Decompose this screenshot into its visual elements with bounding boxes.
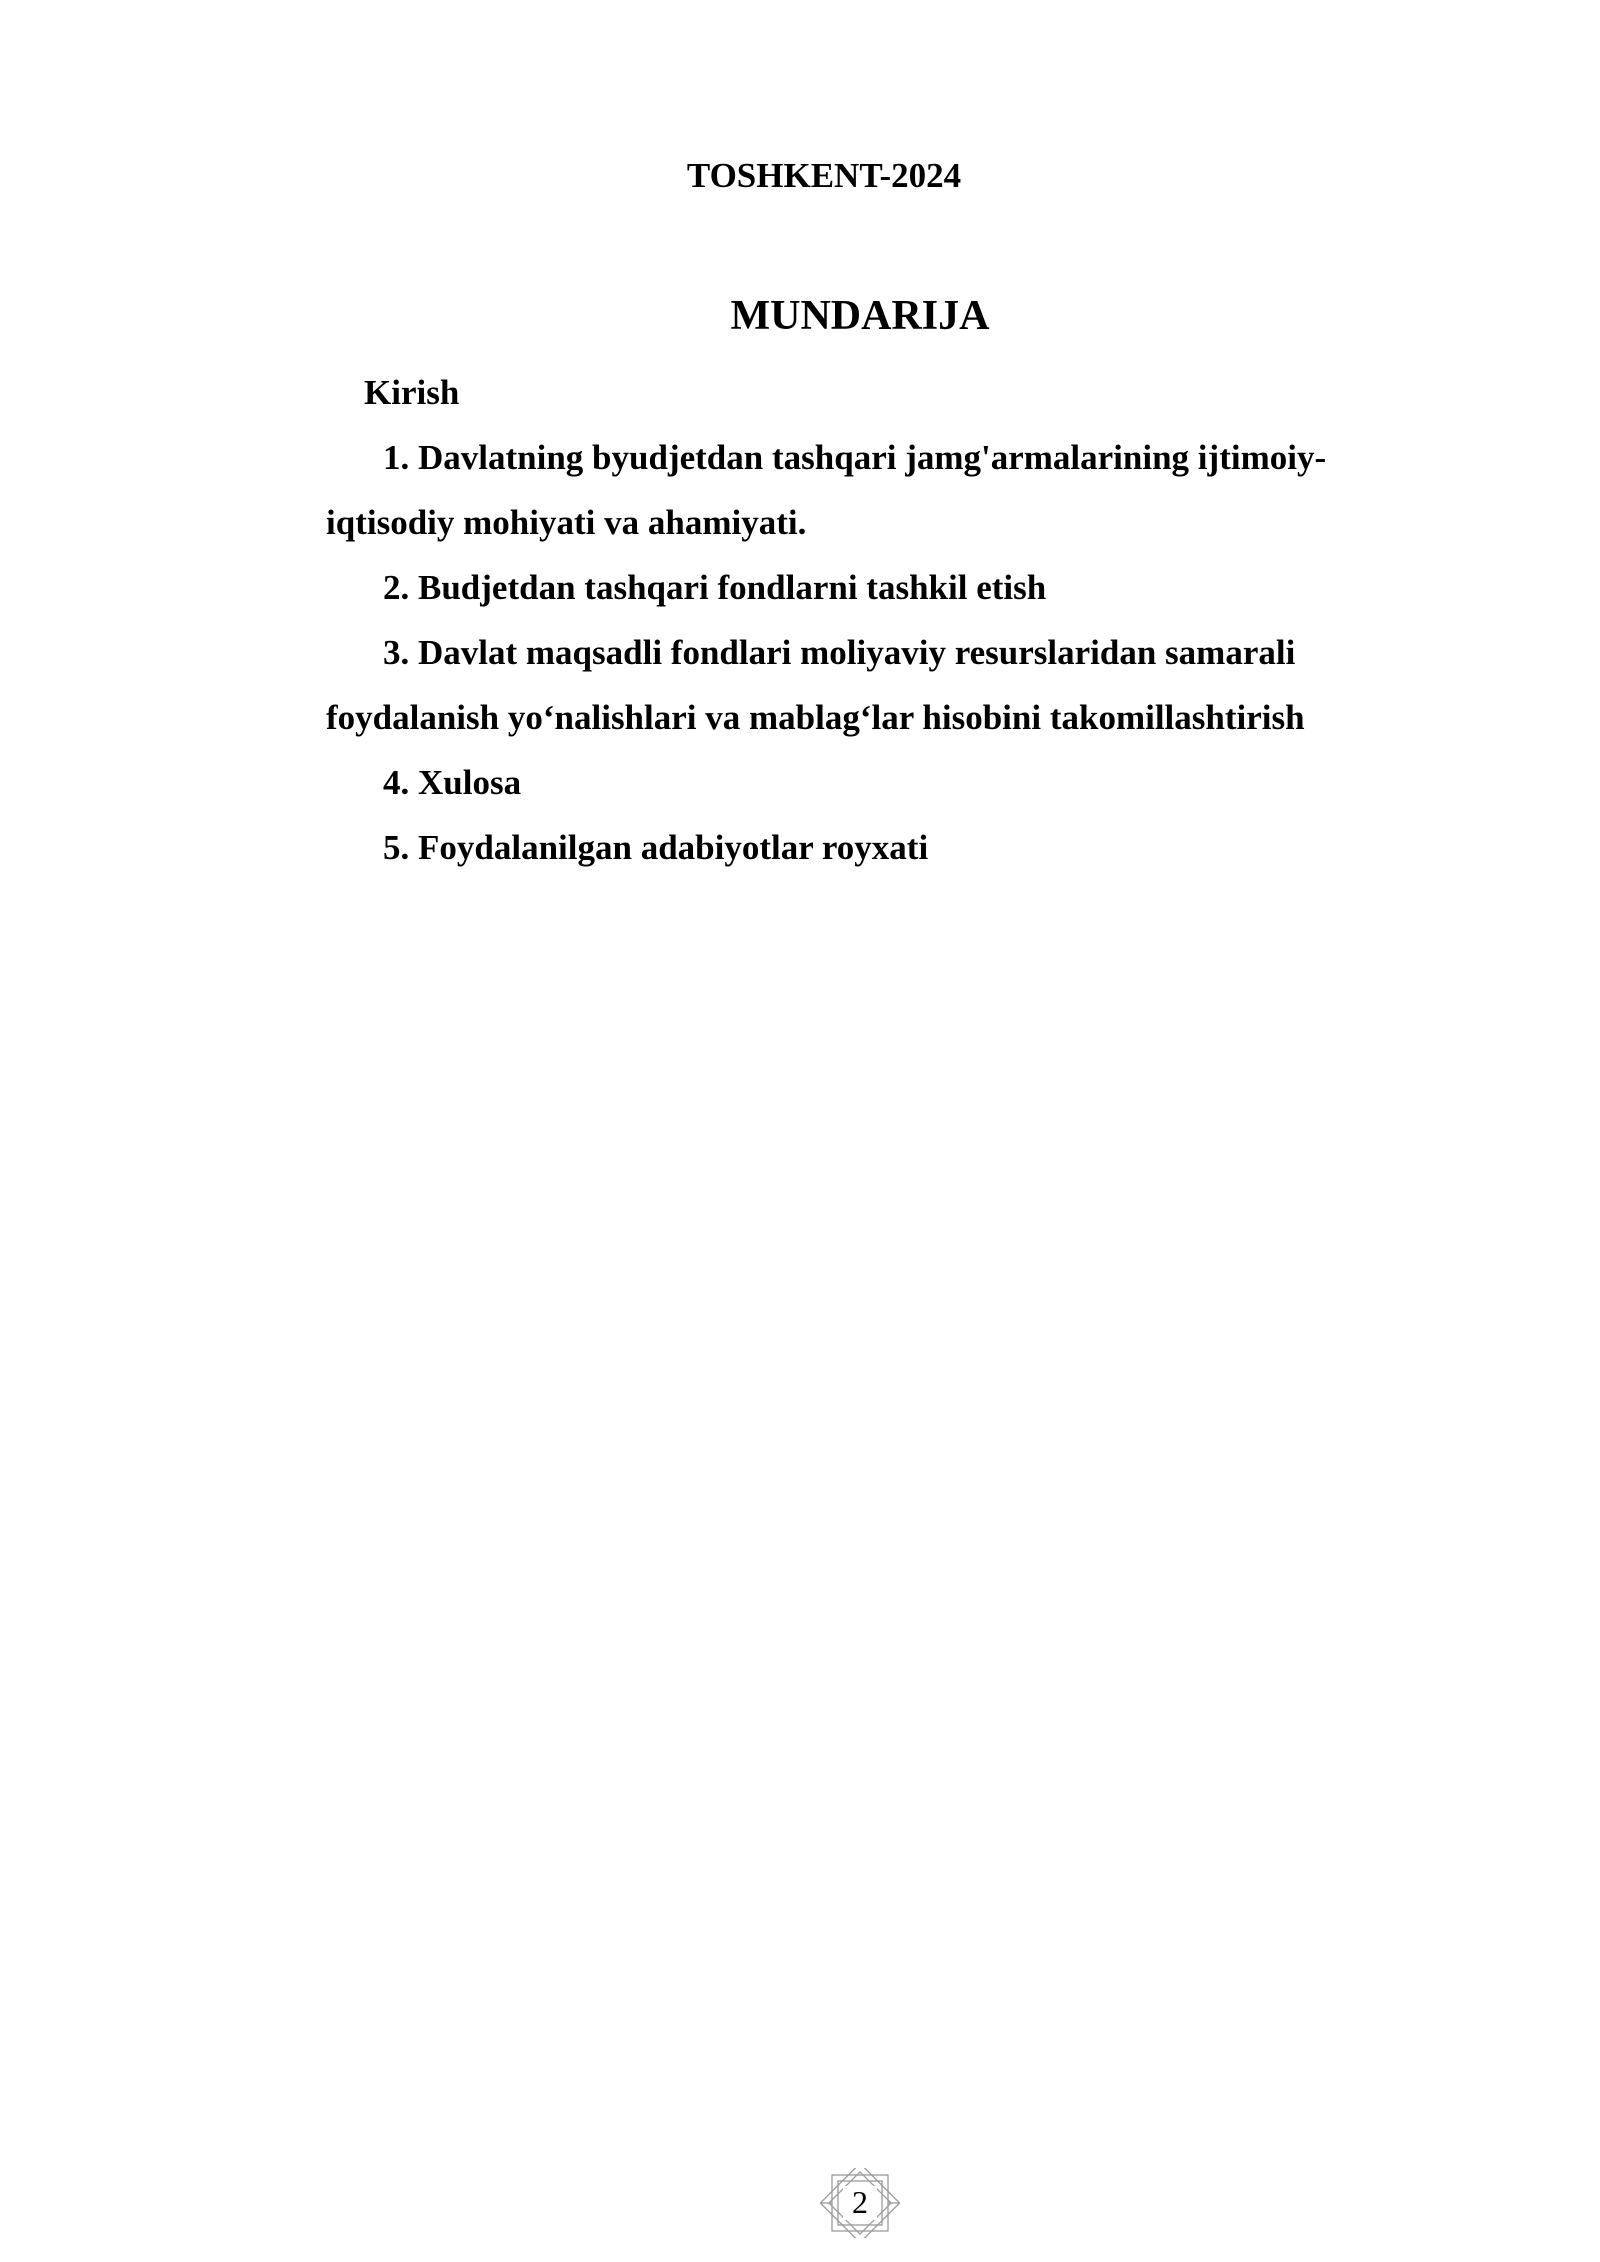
page-number: 2: [852, 2184, 868, 2220]
toc-item-2: 2. Budjetdan tashqari fondlarni tashkil etish: [383, 568, 1047, 607]
toc-item-3: 3. Davlat maqsadli fondlari moliyaviy resurslaridan samarali foydalanish yo‘nalishlari va mablag‘lar hisobini takomillashtirish: [326, 633, 1305, 737]
toc-item-4: 4. Xulosa: [383, 763, 522, 802]
page-number-ornament: [819, 2168, 901, 2238]
header-city-year: TOSHKENT-2024: [686, 156, 962, 195]
toc-item-1: 1. Davlatning byudjetdan tashqari jamg'armalarining ijtimoiy-iqtisodiy mohiyati va ahamiyati.: [326, 438, 1327, 542]
toc-item-5: 5. Foydalanilgan adabiyotlar royxati: [383, 828, 929, 867]
toc-list: [326, 360, 1406, 880]
toc-title: MUNDARIJA: [730, 293, 990, 339]
toc-item-intro: Kirish: [364, 373, 460, 412]
